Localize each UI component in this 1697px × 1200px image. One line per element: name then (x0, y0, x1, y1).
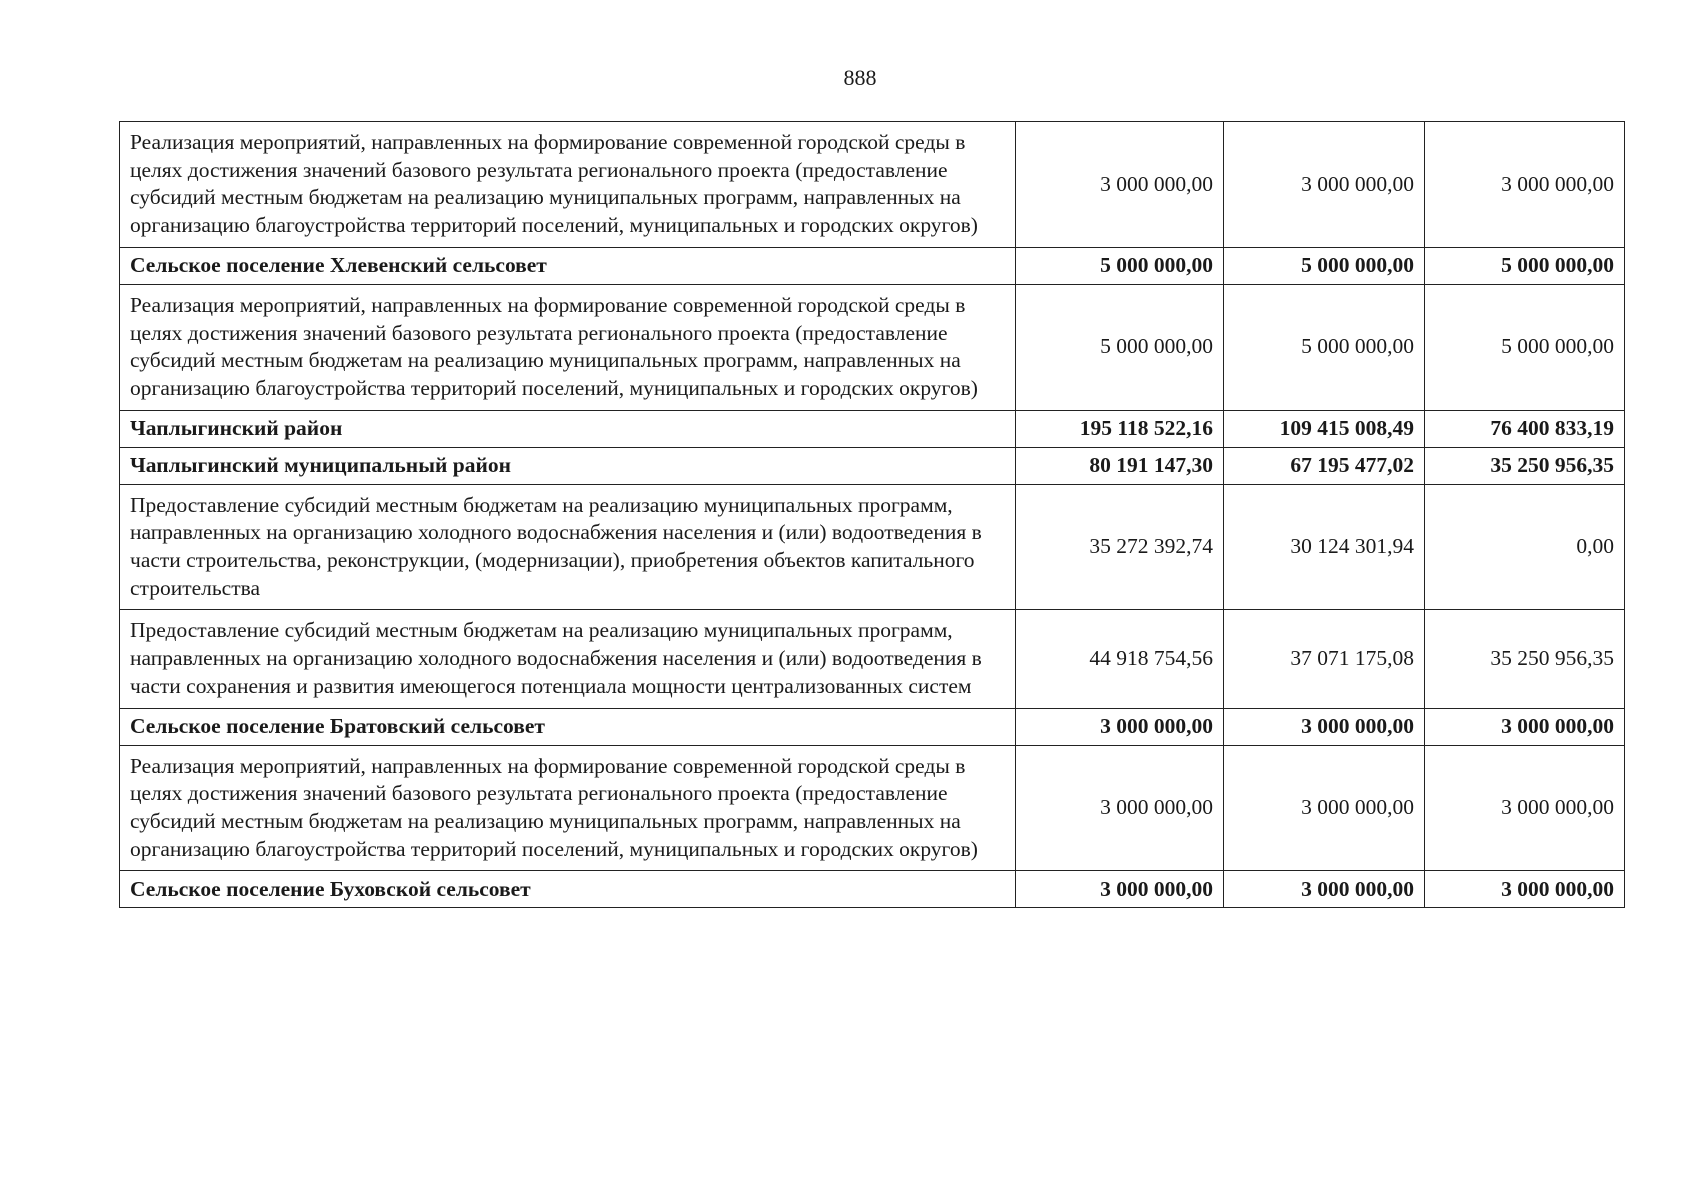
row-value-2: 67 195 477,02 (1224, 447, 1425, 484)
row-value-3: 3 000 000,00 (1425, 871, 1625, 908)
table-row (120, 871, 1625, 908)
table-row (120, 122, 1625, 248)
row-value-3: 3 000 000,00 (1425, 122, 1625, 248)
table-row (120, 484, 1625, 610)
table-row (120, 610, 1625, 708)
row-value-2: 37 071 175,08 (1224, 610, 1425, 708)
row-value-3: 3 000 000,00 (1425, 708, 1625, 745)
row-value-2: 109 415 008,49 (1224, 410, 1425, 447)
row-value-1: 3 000 000,00 (1016, 871, 1224, 908)
row-value-3: 3 000 000,00 (1425, 745, 1625, 871)
row-name: Реализация мероприятий, направленных на формирование современной городской среды в целях достижения значений базового результата регионального проекта (предоставление субсидий местным бюджетам на реализацию муниципальных программ, направленных на организацию благоустройства территорий поселений, муниципальных и городских округов) (120, 745, 1016, 871)
table-row (120, 410, 1625, 447)
row-value-2: 30 124 301,94 (1224, 484, 1425, 610)
row-name: Сельское поселение Буховской сельсовет (120, 871, 1016, 908)
row-value-1: 5 000 000,00 (1016, 247, 1224, 284)
row-value-1: 3 000 000,00 (1016, 745, 1224, 871)
row-value-3: 0,00 (1425, 484, 1625, 610)
row-value-1: 3 000 000,00 (1016, 122, 1224, 248)
table-row (120, 708, 1625, 745)
row-name: Чаплыгинский район (120, 410, 1016, 447)
row-value-3: 5 000 000,00 (1425, 247, 1625, 284)
row-value-2: 3 000 000,00 (1224, 708, 1425, 745)
row-value-2: 3 000 000,00 (1224, 745, 1425, 871)
row-value-1: 80 191 147,30 (1016, 447, 1224, 484)
row-name: Сельское поселение Братовский сельсовет (120, 708, 1016, 745)
row-value-1: 35 272 392,74 (1016, 484, 1224, 610)
table-row (120, 745, 1625, 871)
row-value-2: 5 000 000,00 (1224, 247, 1425, 284)
row-value-3: 35 250 956,35 (1425, 610, 1625, 708)
row-value-3: 35 250 956,35 (1425, 447, 1625, 484)
table-row (120, 447, 1625, 484)
row-value-2: 5 000 000,00 (1224, 284, 1425, 410)
row-name: Реализация мероприятий, направленных на формирование современной городской среды в целях достижения значений базового результата регионального проекта (предоставление субсидий местным бюджетам на реализацию муниципальных программ, направленных на организацию благоустройства территорий поселений, муниципальных и городских округов) (120, 122, 1016, 248)
row-name: Предоставление субсидий местным бюджетам на реализацию муниципальных программ, направленных на организацию холодного водоснабжения населения и (или) водоотведения в части сохранения и развития имеющегося потенциала мощности централизованных систем (120, 610, 1016, 708)
row-value-1: 3 000 000,00 (1016, 708, 1224, 745)
row-value-2: 3 000 000,00 (1224, 871, 1425, 908)
row-value-1: 195 118 522,16 (1016, 410, 1224, 447)
page-number: 888 (843, 65, 877, 90)
row-name: Сельское поселение Хлевенский сельсовет (120, 247, 1016, 284)
row-value-1: 5 000 000,00 (1016, 284, 1224, 410)
row-name: Реализация мероприятий, направленных на формирование современной городской среды в целях достижения значений базового результата регионального проекта (предоставление субсидий местным бюджетам на реализацию муниципальных программ, направленных на организацию благоустройства территорий поселений, муниципальных и городских округов) (120, 284, 1016, 410)
table-row (120, 247, 1625, 284)
row-name: Предоставление субсидий местным бюджетам на реализацию муниципальных программ, направленных на организацию холодного водоснабжения населения и (или) водоотведения в части строительства, реконструкции, (модернизации), приобретения объектов капитального строительства (120, 484, 1016, 610)
row-value-3: 5 000 000,00 (1425, 284, 1625, 410)
table-row (120, 284, 1625, 410)
row-value-3: 76 400 833,19 (1425, 410, 1625, 447)
row-value-2: 3 000 000,00 (1224, 122, 1425, 248)
row-name: Чаплыгинский муниципальный район (120, 447, 1016, 484)
row-value-1: 44 918 754,56 (1016, 610, 1224, 708)
budget-table (119, 121, 1625, 908)
